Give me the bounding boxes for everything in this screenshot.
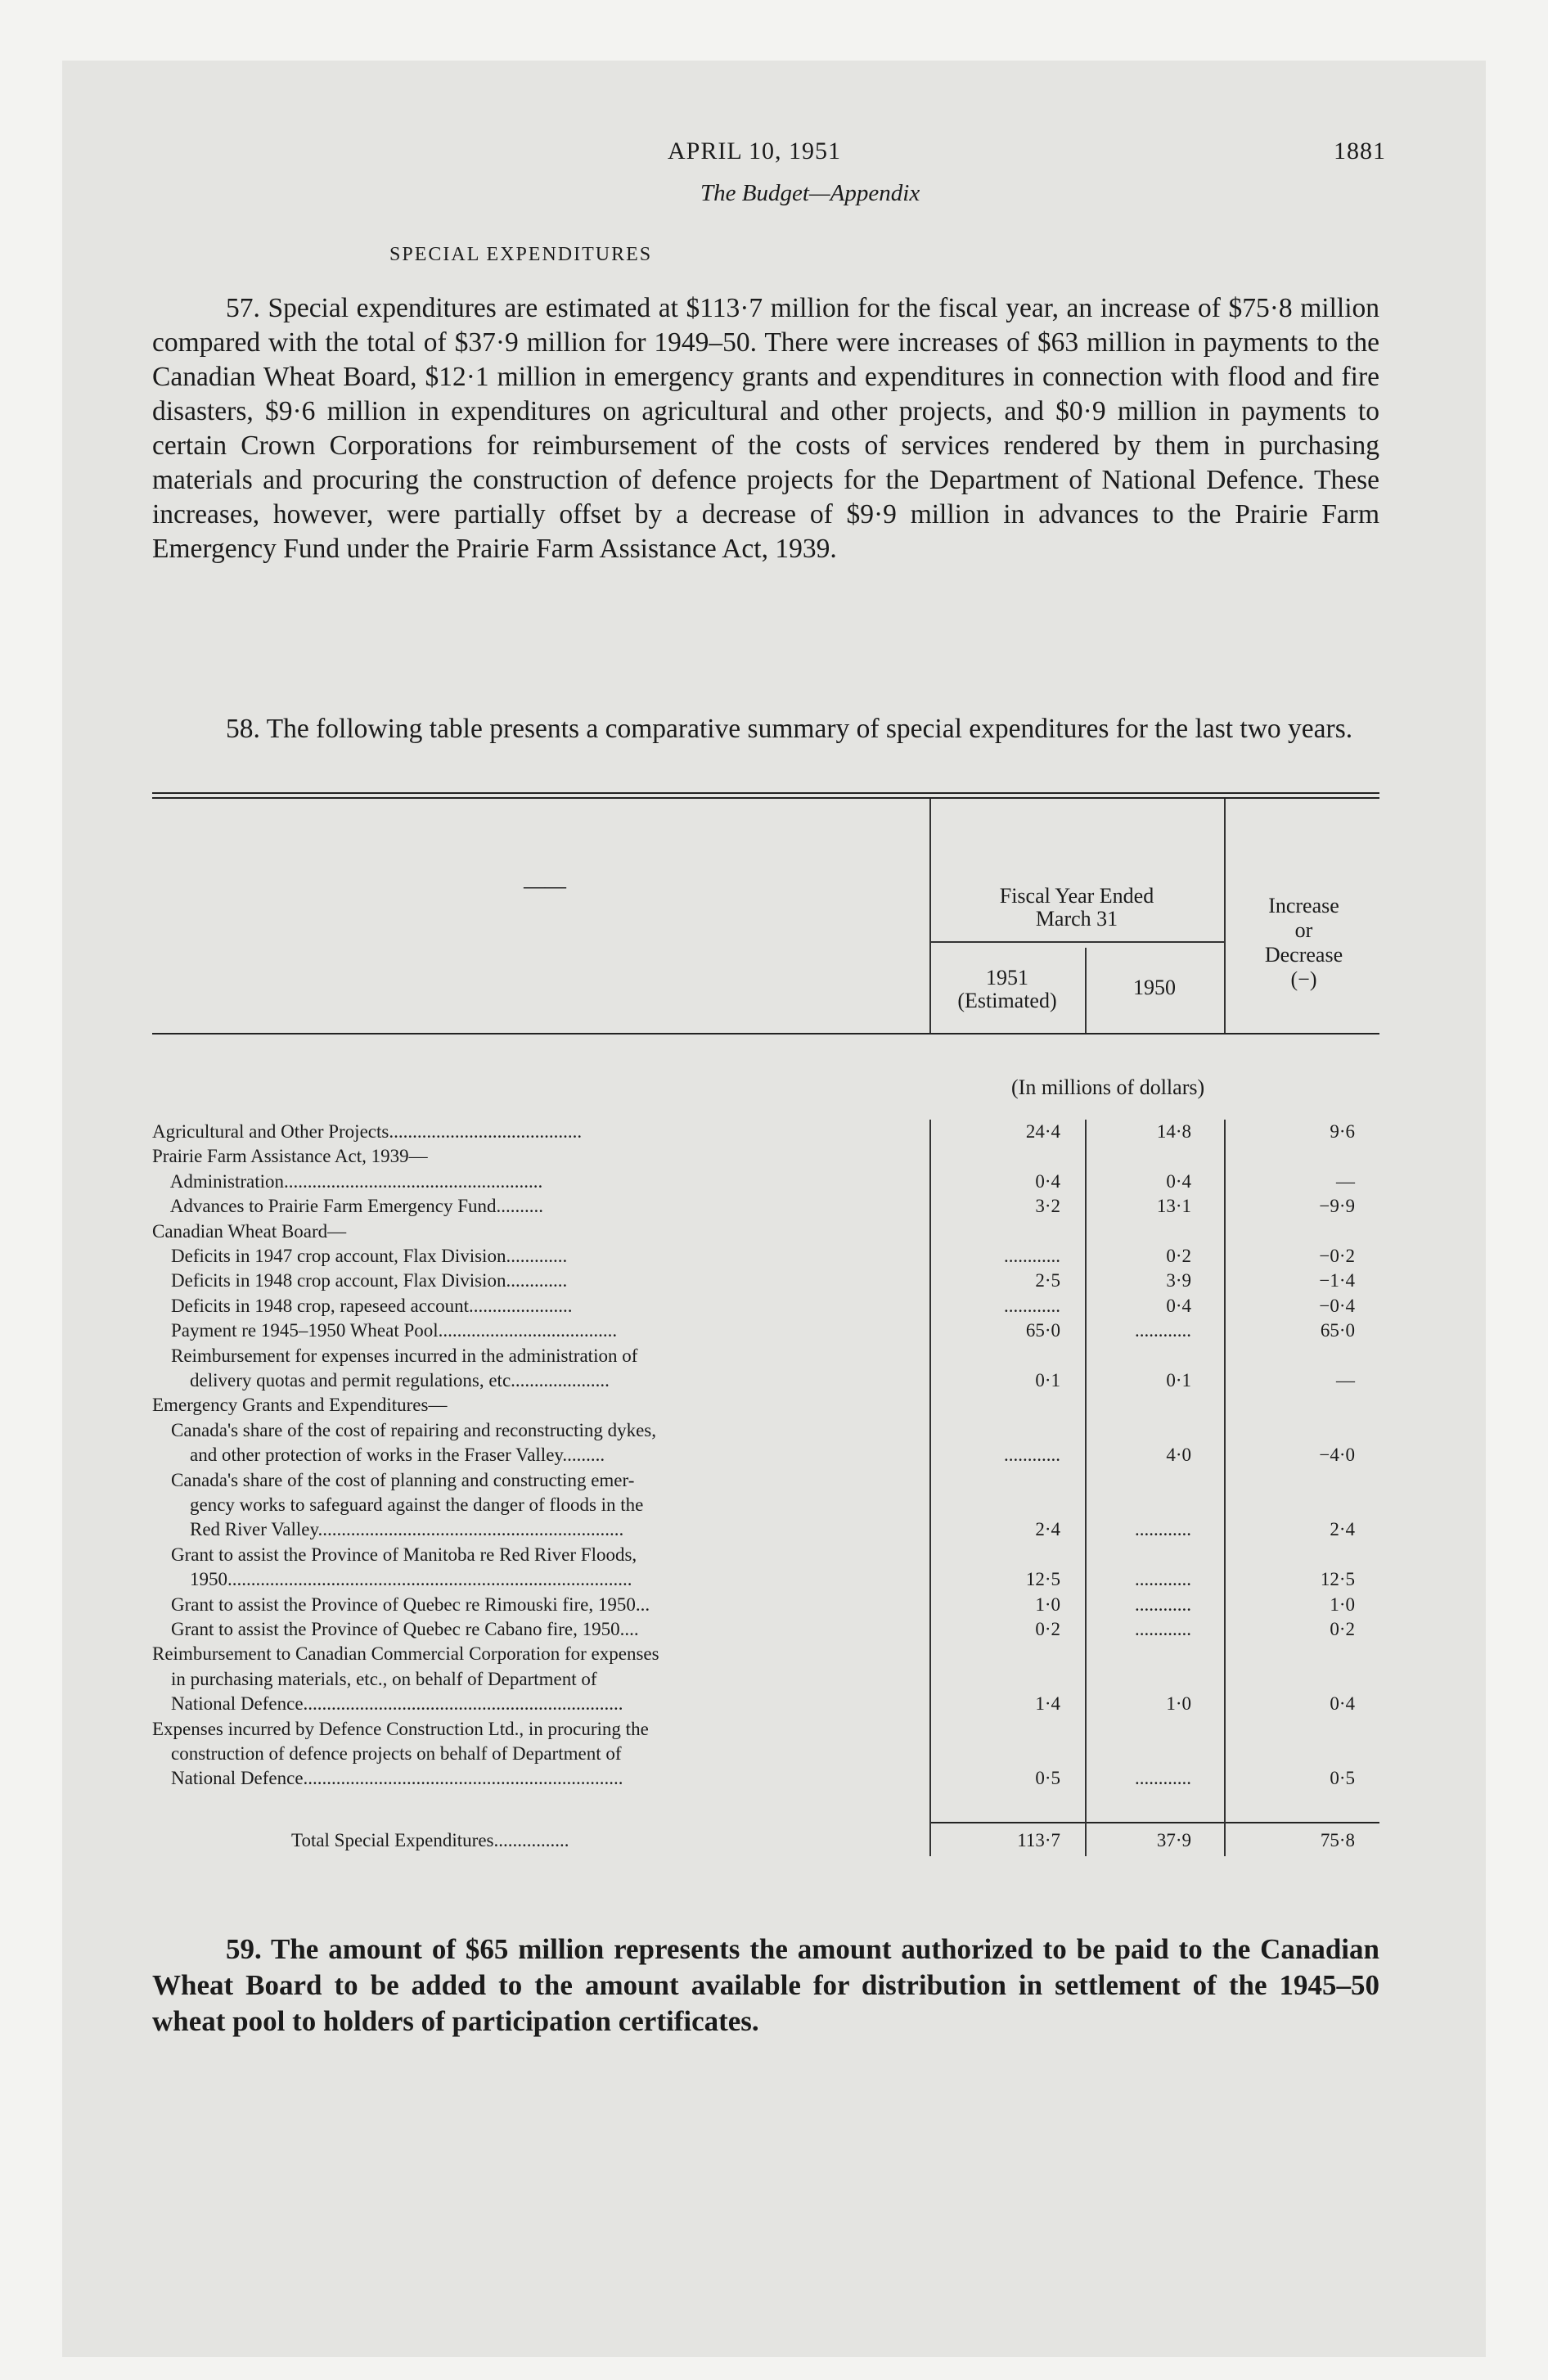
total-change: 75·8 (1320, 1830, 1355, 1850)
value-1951: 2·5 (1035, 1270, 1060, 1291)
paragraph-58: 58. The following table presents a comparative summary of special expenditures for the last two years. (226, 714, 1353, 744)
body-divider-3 (1224, 1120, 1226, 1856)
row-label: Deficits in 1947 crop account, Flax Division............. (152, 1246, 568, 1266)
value-1951: ............ (1004, 1246, 1060, 1266)
value-change: 0·2 (1330, 1619, 1355, 1639)
page-subtitle: The Budget—Appendix (700, 180, 920, 206)
total-row (152, 1828, 1379, 1853)
group-header-line2: March 31 (1035, 907, 1118, 931)
body-divider-1 (929, 1120, 931, 1856)
value-change: — (1336, 1170, 1355, 1192)
value-1951: 1·0 (1035, 1593, 1060, 1615)
row-label: gency works to safeguard against the danger of floods in the (152, 1494, 644, 1515)
col-1951-estimated: (Estimated) (957, 989, 1057, 1012)
value-1950: ............ (1135, 1593, 1191, 1615)
col-change-line4: (−) (1290, 967, 1317, 991)
running-head (152, 137, 1386, 180)
value-1951: 12·5 (1025, 1569, 1060, 1590)
value-1951: 0·2 (1035, 1619, 1060, 1639)
row-label: in purchasing materials, etc., on behalf of Department of (152, 1668, 597, 1689)
row-label: Canadian Wheat Board— (152, 1220, 347, 1242)
col-1951-year: 1951 (986, 966, 1028, 989)
value-1950: ............ (1135, 1519, 1191, 1540)
value-change: 0·5 (1330, 1768, 1355, 1789)
table-row (152, 1368, 1379, 1393)
row-label: Deficits in 1948 crop, rapeseed account...................... (152, 1295, 573, 1316)
row-label: delivery quotas and permit regulations, etc..................... (152, 1370, 610, 1391)
value-1950: 0·4 (1166, 1295, 1191, 1316)
total-rule (929, 1822, 1379, 1823)
value-1950: 0·2 (1166, 1246, 1191, 1266)
row-label: Deficits in 1948 crop account, Flax Division............. (152, 1270, 568, 1291)
row-label: Prairie Farm Assistance Act, 1939— (152, 1146, 428, 1167)
row-label: construction of defence projects on behalf of Department of (152, 1743, 622, 1764)
table-row (152, 1318, 1379, 1343)
table-row (152, 1219, 1379, 1244)
table-row (152, 1517, 1379, 1542)
value-1950: 1·0 (1166, 1693, 1191, 1715)
row-label: Grant to assist the Province of Manitoba re Red River Floods, (152, 1544, 637, 1565)
row-label: Reimbursement for expenses incurred in the administration of (152, 1345, 638, 1366)
special-expenditures-table (152, 792, 1379, 1881)
value-1950: ............ (1135, 1768, 1191, 1789)
value-1951: 0·4 (1035, 1170, 1060, 1192)
table-row (152, 1742, 1379, 1766)
value-1950: ............ (1135, 1320, 1191, 1341)
value-1950: 0·4 (1166, 1170, 1191, 1192)
table-row (152, 1144, 1379, 1169)
table-row (152, 1617, 1379, 1642)
table-row (152, 1194, 1379, 1219)
col-change-line2: or (1294, 918, 1313, 942)
page-date: APRIL 10, 1951 (668, 137, 842, 165)
row-label: and other protection of works in the Fraser Valley......... (152, 1445, 605, 1466)
table-top-rule-2 (152, 797, 1379, 799)
table-row (152, 1170, 1379, 1194)
value-1950: ............ (1135, 1569, 1191, 1590)
header-divider-3 (1224, 799, 1226, 1033)
col-change-line1: Increase (1268, 894, 1339, 917)
group-header-rule (929, 941, 1224, 943)
value-1951: 24·4 (1025, 1121, 1060, 1142)
section-title: SPECIAL EXPENDITURES (389, 244, 653, 265)
total-label: Total Special Expenditures................ (291, 1830, 569, 1850)
value-1950: 13·1 (1156, 1196, 1191, 1217)
row-label: Grant to assist the Province of Quebec re Rimouski fire, 1950... (152, 1593, 650, 1615)
row-label: Expenses incurred by Defence Construction Ltd., in procuring the (152, 1718, 649, 1739)
value-change: 1·0 (1330, 1593, 1355, 1615)
table-units-note: (In millions of dollars) (1011, 1075, 1205, 1099)
value-1951: 3·2 (1035, 1196, 1060, 1217)
value-1951: ............ (1004, 1295, 1060, 1316)
stub-header: —— (524, 874, 566, 898)
table-header-rule (152, 1033, 1379, 1034)
group-header-line1: Fiscal Year Ended (999, 884, 1154, 908)
paragraph-57: 57. Special expenditures are estimated at $113·7 million for the fiscal year, an increase of $75·8 million compared with the total of $37·9 million for 1949–50. There were increases of $63 million in payments to the Canadian Wheat Board, $12·1 million in emergency grants and expenditures in connection with flood and fire disasters, $9·6 million in expenditures on agricultural and other projects, and $0·9 million in payments to certain Crown Corporations for reimbursement of the costs of services rendered by them in purchasing materials and procuring the construction of defence projects for the Department of National Defence. These increases, however, were partially offset by a decrease of $9·9 million in advances to the Prairie Farm Emergency Fund under the Prairie Farm Assistance Act, 1939. (152, 293, 1379, 564)
table-row (152, 1766, 1379, 1791)
table-top-rule (152, 792, 1379, 794)
table-row (152, 1120, 1379, 1144)
row-label: Grant to assist the Province of Quebec re Cabano fire, 1950.... (152, 1619, 639, 1639)
table-row (152, 1642, 1379, 1666)
table-row (152, 1418, 1379, 1443)
table-row (152, 1567, 1379, 1592)
table-row (152, 1269, 1379, 1293)
value-change: −0·4 (1319, 1295, 1355, 1316)
value-1951: 2·4 (1035, 1519, 1060, 1540)
col-change-line3: Decrease (1264, 943, 1343, 967)
table-row (152, 1294, 1379, 1318)
value-change: −0·2 (1319, 1246, 1355, 1266)
value-change: −4·0 (1319, 1445, 1355, 1466)
table-row (152, 1692, 1379, 1716)
body-divider-2 (1085, 1120, 1087, 1856)
table-row (152, 1468, 1379, 1493)
value-change: −9·9 (1319, 1196, 1355, 1217)
row-label: Canada's share of the cost of repairing and reconstructing dykes, (152, 1419, 657, 1440)
row-label: National Defence.................................................................... (152, 1768, 623, 1789)
row-label: Payment re 1945–1950 Wheat Pool...................................... (152, 1320, 618, 1341)
row-label: Advances to Prairie Farm Emergency Fund.......... (152, 1196, 544, 1217)
value-1950: 4·0 (1166, 1445, 1191, 1466)
total-1950: 37·9 (1156, 1830, 1191, 1850)
value-1951: 0·1 (1035, 1370, 1060, 1391)
value-change: 9·6 (1330, 1121, 1355, 1142)
total-1951: 113·7 (1017, 1830, 1060, 1850)
table-row (152, 1344, 1379, 1368)
table-row (152, 1443, 1379, 1467)
row-label: Canada's share of the cost of planning and constructing emer- (152, 1469, 635, 1490)
table-row (152, 1493, 1379, 1517)
row-label: Administration....................................................... (152, 1170, 543, 1192)
table-row (152, 1593, 1379, 1617)
value-1951: 1·4 (1035, 1693, 1060, 1715)
value-1951: ............ (1004, 1445, 1060, 1466)
value-1950: 3·9 (1166, 1270, 1191, 1291)
table-row (152, 1393, 1379, 1418)
row-label: Red River Valley................................................................. (152, 1519, 624, 1540)
value-change: 65·0 (1320, 1320, 1355, 1341)
table-row (152, 1244, 1379, 1269)
table-row (152, 1717, 1379, 1742)
page-number: 1881 (1334, 137, 1386, 165)
row-label: Agricultural and Other Projects......................................... (152, 1121, 583, 1142)
value-1951: 65·0 (1025, 1320, 1060, 1341)
row-label: Reimbursement to Canadian Commercial Corporation for expenses (152, 1643, 659, 1665)
value-1951: 0·5 (1035, 1768, 1060, 1789)
value-change: 2·4 (1330, 1519, 1355, 1540)
row-label: 1950...................................................................................... (152, 1569, 632, 1590)
row-label: National Defence.................................................................... (152, 1693, 623, 1715)
value-1950: ............ (1135, 1619, 1191, 1639)
value-change: — (1336, 1370, 1355, 1391)
table-row (152, 1543, 1379, 1567)
document-page (152, 137, 1386, 2037)
table-row (152, 1667, 1379, 1692)
value-change: −1·4 (1319, 1270, 1355, 1291)
row-label: Emergency Grants and Expenditures— (152, 1395, 448, 1416)
value-change: 0·4 (1330, 1693, 1355, 1715)
value-change: 12·5 (1320, 1569, 1355, 1590)
col-1950: 1950 (1133, 976, 1176, 999)
value-1950: 14·8 (1156, 1121, 1191, 1142)
header-divider-2 (1085, 948, 1087, 1033)
value-1950: 0·1 (1166, 1370, 1191, 1391)
paragraph-59: 59. The amount of $65 million represents the amount authorized to be paid to the Canadian Wheat Board to be added to the amount available for distribution in settlement of the 1945–50 wheat pool to holders of participation certificates. (152, 1933, 1379, 2037)
